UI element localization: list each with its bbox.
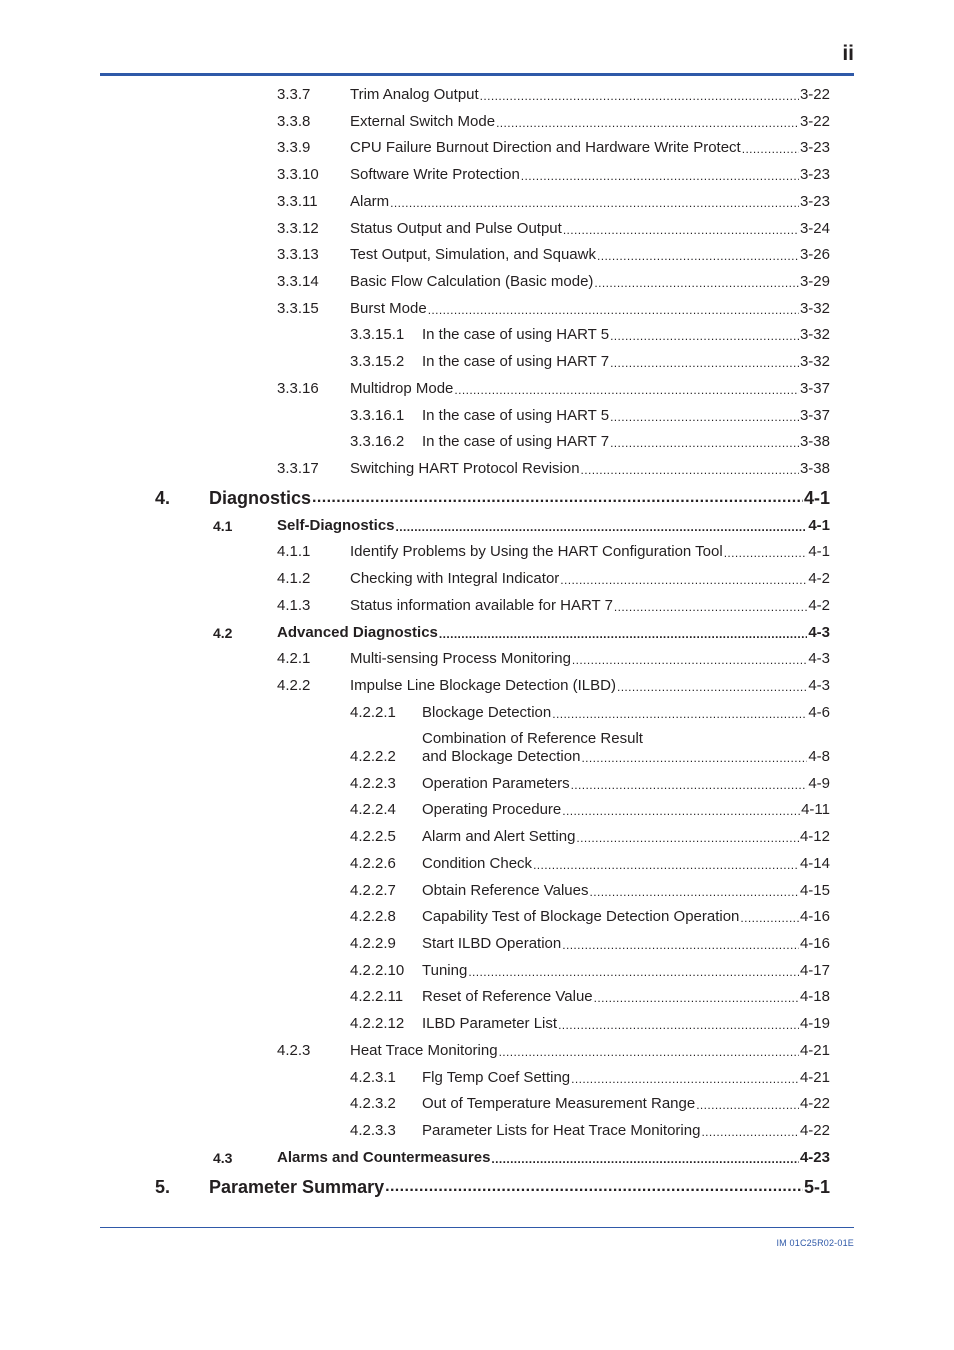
toc-entry-number: 4.3: [213, 1150, 233, 1166]
toc-entry-page: 4-3: [808, 650, 830, 667]
toc-entry-page: 3-22: [799, 86, 830, 103]
toc-entry-number: 4.2.2.5: [350, 828, 396, 845]
toc-entry-title: Test Output, Simulation, and Squawk: [350, 246, 596, 263]
toc-entry-title: Basic Flow Calculation (Basic mode): [350, 273, 594, 290]
toc-entry-number: 5.: [155, 1177, 171, 1197]
toc-entry-title: and Blockage Detection: [422, 748, 581, 765]
toc-entry-number: 3.3.7: [277, 86, 311, 103]
header-rule: [100, 73, 854, 76]
toc-entry-page: 4-1: [808, 543, 830, 560]
toc-entry-title: Combination of Reference Result: [422, 730, 643, 747]
dot-leader: [590, 885, 799, 900]
dot-leader: [312, 490, 803, 507]
toc-entry-title: In the case of using HART 7: [422, 353, 610, 370]
toc-entry-number: 3.3.16.2: [350, 433, 405, 450]
toc-entry-page: 3-29: [799, 273, 830, 290]
toc-entry[interactable]: [350, 1091, 830, 1113]
toc-entry-page: 3-23: [799, 139, 830, 156]
toc-entry-title: In the case of using HART 7: [422, 433, 610, 450]
toc-entry-title: External Switch Mode: [350, 113, 496, 130]
toc-entry-page: 4-3: [808, 624, 830, 641]
toc-entry-title: Blockage Detection: [422, 704, 552, 721]
toc-entry[interactable]: [155, 485, 830, 507]
toc-entry-title: Status information available for HART 7: [350, 597, 613, 614]
toc-entry[interactable]: [213, 513, 830, 535]
toc-entry-title: Software Write Protection: [350, 166, 520, 183]
toc-entry-title: Trim Analog Output: [350, 86, 479, 103]
toc-entry[interactable]: [277, 376, 830, 398]
toc-entry-title: In the case of using HART 5: [422, 326, 610, 343]
toc-entry-number: 3.3.15.2: [350, 353, 405, 370]
dot-leader: [521, 169, 799, 184]
toc-entry-title: Flg Temp Coef Setting: [422, 1069, 571, 1086]
footer-rule: [100, 1227, 854, 1228]
toc-entry-page: 4-16: [799, 935, 830, 952]
toc-entry-number: 3.3.16: [277, 380, 319, 397]
toc-entry-title: Advanced Diagnostics: [277, 624, 438, 641]
toc-entry-page: 4-8: [808, 748, 830, 765]
toc-entry-number: 3.3.13: [277, 246, 319, 263]
toc-entry-number: 4.2.2.2: [350, 748, 396, 765]
dot-leader: [724, 546, 808, 561]
toc-entry[interactable]: [213, 620, 830, 642]
toc-entry-title: Out of Temperature Measurement Range: [422, 1095, 696, 1112]
toc-entry-page: 3-37: [799, 380, 830, 397]
toc-entry-title: Switching HART Protocol Revision: [350, 460, 580, 477]
toc-entry[interactable]: [350, 349, 830, 371]
dot-leader: [439, 627, 807, 642]
toc-entry-title: Reset of Reference Value: [422, 988, 593, 1005]
toc-entry-page: 3-24: [799, 220, 830, 237]
dot-leader: [533, 858, 799, 873]
toc-entry-title: Parameter Lists for Heat Trace Monitoring: [422, 1122, 701, 1139]
toc-entry-page: 4-16: [799, 908, 830, 925]
dot-leader: [390, 196, 799, 211]
toc-entry-title: Capability Test of Blockage Detection Operation: [422, 908, 740, 925]
toc-entry-title: In the case of using HART 5: [422, 407, 610, 424]
toc-entry-title: Start ILBD Operation: [422, 935, 562, 952]
toc-entry-page: 4-12: [799, 828, 830, 845]
toc-entry-number: 3.3.17: [277, 460, 319, 477]
toc-entry-page: 3-22: [799, 113, 830, 130]
toc-entry-page: 4-2: [808, 570, 830, 587]
toc-entry-page: 5-1: [803, 1177, 830, 1197]
toc-entry-page: 4-17: [799, 962, 830, 979]
toc-entry[interactable]: [277, 296, 830, 318]
dot-leader: [610, 329, 799, 344]
toc-entry-number: 4.2.2.8: [350, 908, 396, 925]
dot-leader: [396, 520, 808, 535]
toc-entry[interactable]: [350, 824, 830, 846]
toc-entry-number: 4.2.2.12: [350, 1015, 405, 1032]
toc-entry[interactable]: [277, 566, 830, 588]
toc-entry[interactable]: [277, 456, 830, 478]
dot-leader: [597, 249, 799, 264]
toc-entry-page: 3-32: [799, 353, 830, 370]
toc-entry-title: Obtain Reference Values: [422, 882, 589, 899]
toc-entry-title: Self-Diagnostics: [277, 517, 395, 534]
toc-entry[interactable]: [277, 593, 830, 615]
toc-entry[interactable]: [350, 1011, 830, 1033]
toc-entry-title: Status Output and Pulse Output: [350, 220, 562, 237]
toc-entry[interactable]: [277, 673, 830, 695]
toc-entry-title: Heat Trace Monitoring: [350, 1042, 498, 1059]
toc-entry-number: 4.2.3.3: [350, 1122, 396, 1139]
dot-leader: [610, 436, 799, 451]
toc-entry-page: 4-21: [799, 1069, 830, 1086]
toc-entry[interactable]: [350, 958, 830, 980]
toc-entry-page: 4-23: [799, 1149, 830, 1166]
toc-entry-title: CPU Failure Burnout Direction and Hardware Write Protect: [350, 139, 741, 156]
dot-leader: [696, 1098, 799, 1113]
toc-entry-number: 4.2.2.9: [350, 935, 396, 952]
dot-leader: [552, 707, 807, 722]
toc-entry-title: Impulse Line Blockage Detection (ILBD): [350, 677, 616, 694]
dot-leader: [560, 573, 807, 588]
toc-entry[interactable]: [277, 216, 830, 238]
toc-entry-page: 4-22: [799, 1095, 830, 1112]
toc-entry-title: ILBD Parameter List: [422, 1015, 558, 1032]
toc-entry-page: 3-38: [799, 460, 830, 477]
toc-entry-page: 4-1: [803, 488, 830, 508]
dot-leader: [610, 356, 799, 371]
dot-leader: [581, 751, 807, 766]
toc-entry-page: 3-23: [799, 166, 830, 183]
toc-entry-page: 4-19: [799, 1015, 830, 1032]
toc-entry-number: 4.2.2.7: [350, 882, 396, 899]
dot-leader: [610, 410, 799, 425]
dot-leader: [562, 938, 799, 953]
toc-entry-page: 4-18: [799, 988, 830, 1005]
toc-entry-number: 4.2.2.10: [350, 962, 405, 979]
toc-entry[interactable]: [350, 700, 830, 722]
dot-leader: [617, 680, 807, 695]
dot-leader: [468, 965, 799, 980]
toc-entry[interactable]: [350, 403, 830, 425]
toc-entry-number: 3.3.12: [277, 220, 319, 237]
toc-entry[interactable]: [277, 82, 830, 104]
dot-leader: [576, 831, 799, 846]
toc-entry-number: 3.3.14: [277, 273, 319, 290]
toc-entry[interactable]: [277, 109, 830, 131]
toc-entry-page: 4-21: [799, 1042, 830, 1059]
dot-leader: [491, 1152, 799, 1167]
toc-entry-number: 4.2.2: [277, 677, 311, 694]
toc-entry-page: 4-9: [808, 775, 830, 792]
toc-entry[interactable]: [277, 1038, 830, 1060]
dot-leader: [581, 463, 799, 478]
dot-leader: [701, 1125, 799, 1140]
toc-entry[interactable]: [350, 851, 830, 873]
toc-entry-number: 4.1: [213, 518, 233, 534]
toc-entry[interactable]: [350, 1065, 830, 1087]
toc-entry-number: 3.3.8: [277, 113, 311, 130]
toc-entry-number: 4.2.3.2: [350, 1095, 396, 1112]
dot-leader: [614, 600, 807, 615]
dot-leader: [571, 778, 808, 793]
toc-entry-title: Alarm: [350, 193, 390, 210]
toc-entry-title: Tuning: [422, 962, 468, 979]
dot-leader: [428, 303, 799, 318]
toc-entry-page: 4-15: [799, 882, 830, 899]
toc-entry-page: 3-23: [799, 193, 830, 210]
toc-entry-page: 4-2: [808, 597, 830, 614]
dot-leader: [572, 653, 807, 668]
toc-entry-number: 4.2.3: [277, 1042, 311, 1059]
toc-entry-title: Alarms and Countermeasures: [277, 1149, 491, 1166]
toc-entry-page: 3-32: [799, 326, 830, 343]
toc-entry-page: 3-32: [799, 300, 830, 317]
toc-entry-number: 4.2: [213, 625, 233, 641]
toc-entry-number: 3.3.9: [277, 139, 311, 156]
toc-entry[interactable]: [350, 931, 830, 953]
toc-entry[interactable]: [277, 646, 830, 668]
toc-entry-page: 4-22: [799, 1122, 830, 1139]
dot-leader: [558, 1018, 799, 1033]
toc-entry-title: Identify Problems by Using the HART Configuration Tool: [350, 543, 723, 560]
toc-entry-title: Multi-sensing Process Monitoring: [350, 650, 571, 667]
toc-entry-page: 3-38: [799, 433, 830, 450]
toc-entry[interactable]: [155, 1174, 830, 1196]
dot-leader: [740, 911, 799, 926]
toc-entry-number: 4.1.1: [277, 543, 311, 560]
toc-entry[interactable]: [350, 904, 830, 926]
toc-entry-number: 4.2.1: [277, 650, 311, 667]
toc-entry[interactable]: [277, 189, 830, 211]
toc-entry[interactable]: [350, 429, 830, 451]
dot-leader: [562, 804, 800, 819]
dot-leader: [454, 383, 799, 398]
toc-entry[interactable]: [277, 162, 830, 184]
toc-entry-page: 4-1: [808, 517, 830, 534]
toc-entry-title: Burst Mode: [350, 300, 427, 317]
toc-entry[interactable]: [350, 726, 830, 766]
toc-entry-title: Operating Procedure: [422, 801, 562, 818]
toc-entry-number: 4.1.3: [277, 597, 311, 614]
dot-leader: [571, 1072, 799, 1087]
toc-entry[interactable]: [350, 771, 830, 793]
document-id: IM 01C25R02-01E: [776, 1238, 854, 1248]
toc-entry-number: 4.2.2.4: [350, 801, 396, 818]
toc-entry-title: Condition Check: [422, 855, 533, 872]
toc-entry-title: Checking with Integral Indicator: [350, 570, 560, 587]
toc-entry-page: 4-11: [801, 801, 830, 818]
page-number: ii: [842, 42, 854, 65]
toc-entry[interactable]: [277, 135, 830, 157]
toc-entry-page: 4-6: [808, 704, 830, 721]
dot-leader: [385, 1179, 803, 1196]
toc-entry-number: 3.3.15.1: [350, 326, 405, 343]
toc-entry-page: 3-37: [799, 407, 830, 424]
dot-leader: [496, 116, 799, 131]
toc-entry-title: Operation Parameters: [422, 775, 570, 792]
toc-entry-number: 4.2.2.6: [350, 855, 396, 872]
toc-entry-number: 4.: [155, 488, 171, 508]
toc-entry-number: 3.3.10: [277, 166, 319, 183]
toc-entry-number: 3.3.16.1: [350, 407, 405, 424]
toc-entry-number: 3.3.11: [277, 193, 318, 210]
toc-entry-number: 4.2.2.1: [350, 704, 396, 721]
toc-entry-number: 3.3.15: [277, 300, 319, 317]
dot-leader: [742, 142, 799, 157]
toc-entry[interactable]: [213, 1145, 830, 1167]
toc-entry-number: 4.2.3.1: [350, 1069, 396, 1086]
toc-entry[interactable]: [350, 984, 830, 1006]
toc-entry-page: 3-26: [799, 246, 830, 263]
toc-entry[interactable]: [277, 242, 830, 264]
dot-leader: [480, 89, 799, 104]
toc-entry-title: Diagnostics: [209, 488, 312, 508]
toc-entry-title: Multidrop Mode: [350, 380, 454, 397]
dot-leader: [594, 991, 799, 1006]
toc-entry-number: 4.2.2.11: [350, 988, 404, 1005]
toc-entry-number: 4.2.2.3: [350, 775, 396, 792]
dot-leader: [594, 276, 799, 291]
toc-entry-page: 4-3: [808, 677, 830, 694]
dot-leader: [563, 223, 799, 238]
dot-leader: [499, 1045, 799, 1060]
toc-entry-title: Alarm and Alert Setting: [422, 828, 576, 845]
toc-entry-page: 4-14: [799, 855, 830, 872]
toc-entry[interactable]: [277, 269, 830, 291]
toc-entry[interactable]: [350, 322, 830, 344]
toc-entry-title: Parameter Summary: [209, 1177, 385, 1197]
toc-entry[interactable]: [350, 878, 830, 900]
toc-entry[interactable]: [350, 797, 830, 819]
toc-entry[interactable]: [277, 539, 830, 561]
toc-entry-number: 4.1.2: [277, 570, 311, 587]
toc-entry[interactable]: [350, 1118, 830, 1140]
